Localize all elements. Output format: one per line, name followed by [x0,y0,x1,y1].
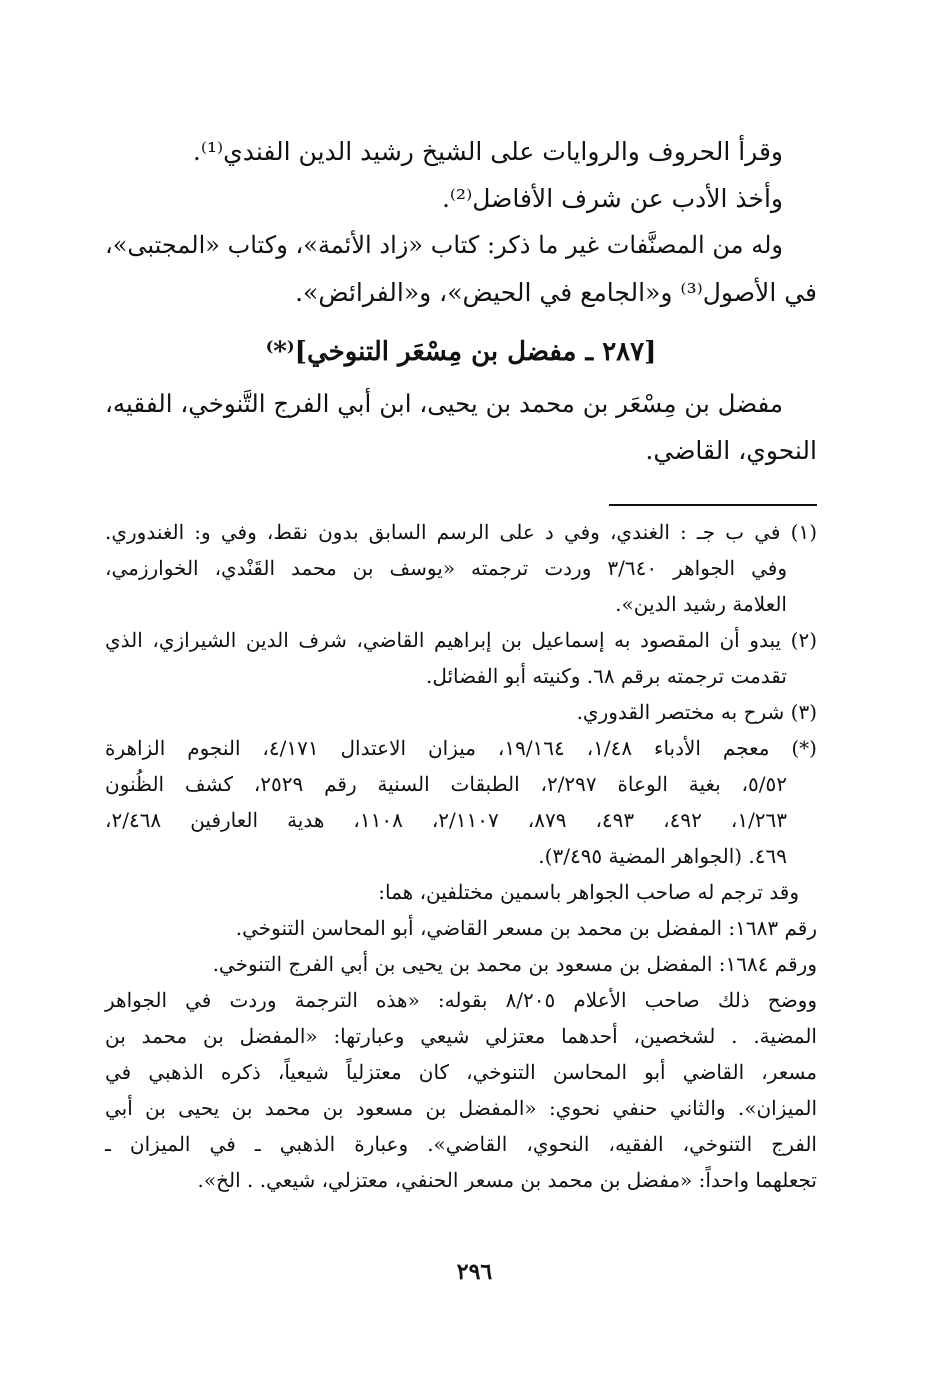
body-line-1: وقرأ الحروف والروايات على الشيخ رشيد الدين الفندي⁽¹⁾. [192,137,783,166]
footnote-line: ٥/٥٢، بغية الوعاة ٢/٢٩٧، الطبقات السنية رقم ٢٥٢٩، كشف الظُنون [105,772,787,796]
body-line-2: وأخذ الأدب عن شرف الأفاضل⁽²⁾. [441,184,783,213]
footnote-line: (٣) شرح به مختصر القدوري. [576,700,817,724]
footnote-line: (١) في ب جـ : الغندي، وفي د على الرسم السابق بدون نقط، وفي و: الغندوري. [105,520,817,544]
footnote-note-line: رقم ١٦٨٣: المفضل بن محمد بن مسعر القاضي، أبو المحاسن التنوخي. [235,916,817,940]
footnote-line: العلامة رشيد الدين». [615,592,787,616]
footnote-1 [105,514,817,622]
entry-line-2: النحوي، القاضي. [645,436,817,465]
page-content [105,128,817,1198]
footnote-line: تقدمت ترجمته برقم ٦٨. وكنيته أبو الفضائل. [425,664,787,688]
footnote-divider [609,504,817,506]
body-line-3: وله من المصنَّفات غير ما ذكر: كتاب «زاد الأئمة»، وكتاب «المجتبى»، [105,231,783,259]
footnote-star [105,730,817,1198]
entry-heading: [٢٨٧ ـ مفضل بن مِسْعَر التنوخي]⁽*⁾ [265,337,657,367]
footnote-note-line: الميزان». والثاني حنفي نحوي: «المفضل بن مسعود بن محمد بن يحيى بن أبي [105,1096,817,1120]
footnote-2 [105,622,817,694]
footnote-line: ١/٢٦٣، ٤٩٢، ٤٩٣، ٨٧٩، ٢/١١٠٧، ١١٠٨، هدية العارفين ٢/٤٦٨، [105,808,788,832]
footnote-note-line: الفرج التنوخي، الفقيه، النحوي، القاضي». وعبارة الذهبي ـ في الميزان ـ [105,1132,817,1156]
footnote-3 [105,694,817,730]
footnote-note-line: وقد ترجم له صاحب الجواهر باسمين مختلفين، هما: [378,880,799,904]
footnote-line: وفي الجواهر ٣/٦٤٠ وردت ترجمته «يوسف بن محمد القَنْدي، الخوارزمي، [105,556,787,580]
footnote-note-line: ورقم ١٦٨٤: المفضل بن مسعود بن محمد بن يحيى بن أبي الفرج التنوخي. [212,952,817,976]
footnote-note-line: ووضح ذلك صاحب الأعلام ٨/٢٠٥ بقوله: «هذه الترجمة وردت في الجواهر [105,988,817,1012]
footnote-line: ٤٦٩. (الجواهر المضية ٣/٤٩٥). [538,844,787,868]
footnote-line: (*) معجم الأدباء ١/٤٨، ١٩/١٦٤، ميزان الاعتدال ٤/١٧١، النجوم الزاهرة [105,736,817,760]
footnote-note-line: مسعر، القاضي أبو المحاسن التنوخي، كان معتزلياً شيعياً، ذكره الذهبي في [105,1060,818,1084]
entry-line-1: مفضل بن مِسْعَر بن محمد بن يحيى، ابن أبي الفرج التَّنوخي، الفقيه، [105,389,783,418]
footnote-note-line: تجعلهما واحداً: «مفضل بن محمد بن مسعر الحنفي، معتزلي، شيعي. . الخ». [197,1168,817,1192]
footnote-line: (٢) يبدو أن المقصود به إسماعيل بن إبراهيم القاضي، شرف الدين الشيرازي، الذي [105,628,817,652]
page-number: ٢٩٦ [456,1259,493,1285]
body-line-4: في الأصول⁽³⁾ و«الجامع في الحيض»، و«الفرائض». [295,278,817,307]
footnote-note-line: المضية. . لشخصين، أحدهما معتزلي شيعي وعبارتها: «المفضل بن محمد بن [105,1024,817,1048]
